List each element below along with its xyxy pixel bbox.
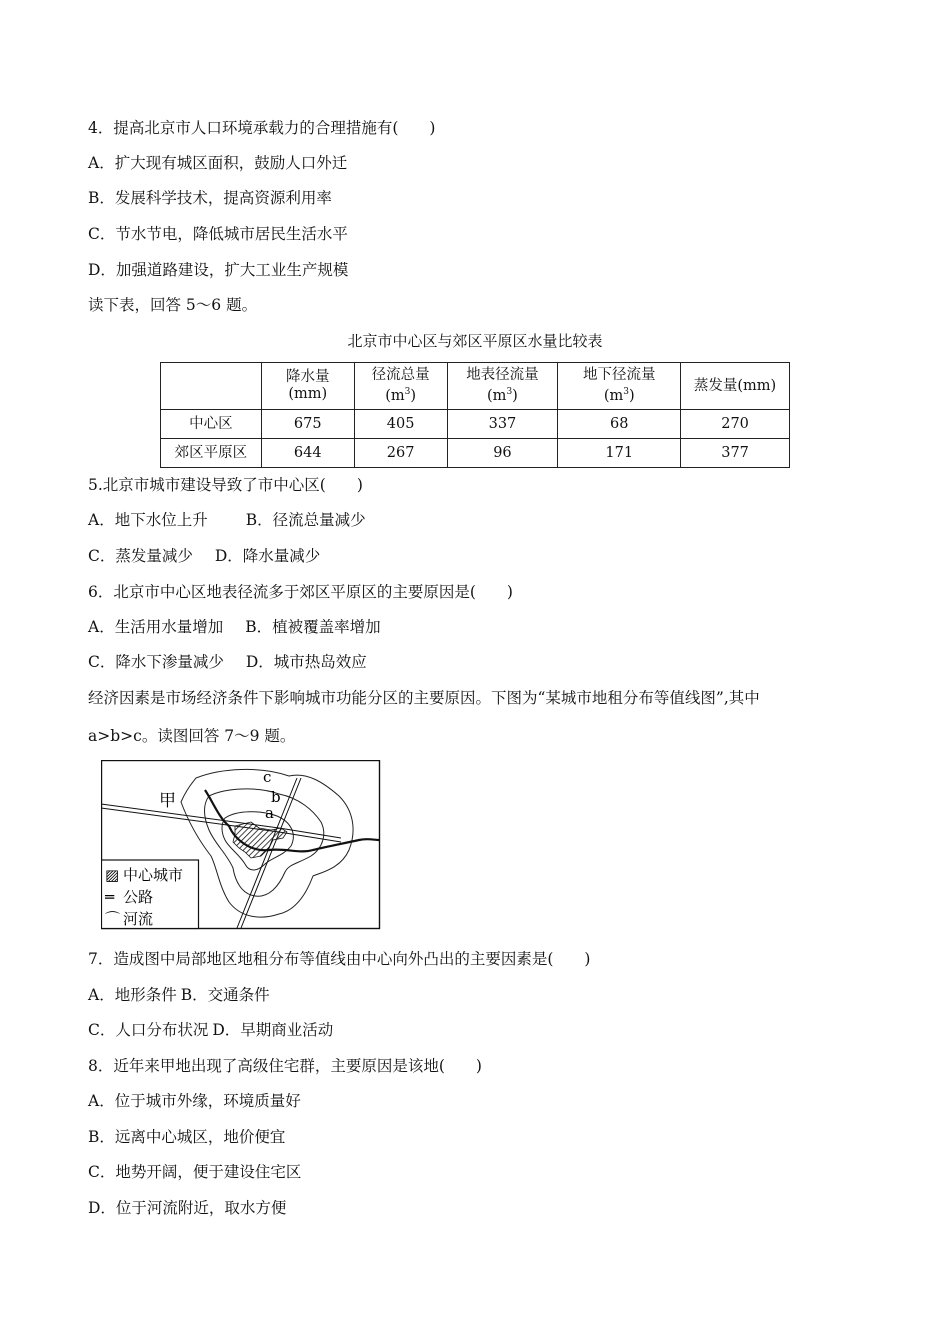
header-surface-runoff: 地表径流量 $(m^3)$ bbox=[447, 363, 558, 410]
q7-option-b: B．交通条件 bbox=[180, 986, 270, 1004]
q8-option-c: C．地势开阔，便于建设住宅区 bbox=[88, 1163, 302, 1181]
q8-option-d: D．位于河流附近，取水方便 bbox=[88, 1199, 287, 1217]
q4-option-c: C．节水节电，降低城市居民生活水平 bbox=[88, 225, 348, 243]
legend-city: 中心城市 bbox=[123, 866, 184, 884]
place-label-jia: 甲 bbox=[159, 791, 176, 811]
q6-option-d: D．城市热岛效应 bbox=[245, 653, 367, 671]
table-cell: 270 bbox=[681, 410, 790, 439]
table-cell: 171 bbox=[558, 439, 681, 468]
legend-symbol-road: ═ bbox=[105, 888, 115, 906]
header-underground-runoff: 地下径流量 $(m^3)$ bbox=[558, 363, 681, 410]
legend-symbol-city: ▨ bbox=[105, 866, 120, 884]
table-row bbox=[161, 410, 790, 439]
q8-option-a: A．位于城市外缘，环境质量好 bbox=[88, 1092, 301, 1110]
water-comparison-table bbox=[160, 362, 790, 468]
q6-stem: 6．北京市中心区地表径流多于郊区平原区的主要原因是( ) bbox=[88, 583, 513, 601]
intro-7-9-line2: a>b>c。读图回答 7～9 题。 bbox=[88, 727, 296, 745]
intro-7-9-line1: 经济因素是市场经济条件下影响城市功能分区的主要原因。下图为“某城市地租分布等值线图”,其中 bbox=[88, 689, 760, 707]
q7-option-d: D．早期商业活动 bbox=[212, 1021, 334, 1039]
q5-options-row2 bbox=[88, 546, 320, 566]
header-total-runoff: 径流总量 $(m^3)$ bbox=[354, 363, 447, 410]
header-precipitation: 降水量 (mm) bbox=[261, 363, 354, 410]
q7-options-row2 bbox=[88, 1020, 333, 1040]
q6-options-row1 bbox=[88, 617, 381, 637]
q6-option-a: A．生活用水量增加 bbox=[88, 618, 224, 636]
table-cell: 68 bbox=[558, 410, 681, 439]
q5-stem: 5.北京市城市建设导致了市中心区( ) bbox=[88, 476, 363, 494]
contour-label-a: a bbox=[265, 804, 274, 822]
q7-option-a: A．地形条件 bbox=[88, 986, 177, 1004]
q4-option-d: D．加强道路建设，扩大工业生产规模 bbox=[88, 261, 349, 279]
q6-option-c: C．降水下渗量减少 bbox=[88, 653, 224, 671]
table-cell: 675 bbox=[261, 410, 354, 439]
q4-stem: 4．提高北京市人口环境承载力的合理措施有( ) bbox=[88, 119, 436, 137]
q4-option-a: A．扩大现有城区面积，鼓励人口外迁 bbox=[88, 154, 348, 172]
table-cell: 96 bbox=[447, 439, 558, 468]
row-label: 郊区平原区 bbox=[161, 439, 262, 468]
q5-option-d: D．降水量减少 bbox=[214, 547, 321, 565]
q5-option-c: C．蒸发量减少 bbox=[88, 547, 193, 565]
contour-label-c: c bbox=[263, 768, 272, 786]
q7-stem: 7．造成图中局部地区地租分布等值线由中心向外凸出的主要因素是( ) bbox=[88, 950, 591, 968]
q4-option-b: B．发展科学技术，提高资源利用率 bbox=[88, 189, 332, 207]
contour-label-b: b bbox=[271, 788, 281, 806]
land-rent-contour-map bbox=[101, 760, 381, 930]
q8-stem: 8．近年来甲地出现了高级住宅群，主要原因是该地( ) bbox=[88, 1057, 482, 1075]
table-cell: 405 bbox=[354, 410, 447, 439]
q5-option-b: B．径流总量减少 bbox=[245, 511, 366, 529]
q6-option-b: B．植被覆盖率增加 bbox=[245, 618, 381, 636]
q6-options-row2 bbox=[88, 652, 367, 672]
q8-option-b: B．远离中心城区，地价便宜 bbox=[88, 1128, 286, 1146]
q5-options-row1 bbox=[88, 510, 366, 530]
legend-river: 河流 bbox=[123, 910, 154, 928]
table-cell: 337 bbox=[447, 410, 558, 439]
legend-road: 公路 bbox=[123, 888, 154, 906]
header-evaporation: 蒸发量(mm) bbox=[681, 363, 790, 410]
q7-option-c: C．人口分布状况 bbox=[88, 1021, 209, 1039]
table-header-row bbox=[161, 363, 790, 410]
intro-5-6: 读下表，回答 5～6 题。 bbox=[88, 296, 258, 314]
table-cell: 644 bbox=[261, 439, 354, 468]
table-row bbox=[161, 439, 790, 468]
table-caption: 北京市中心区与郊区平原区水量比较表 bbox=[347, 332, 603, 350]
q7-options-row1 bbox=[88, 985, 270, 1005]
legend-symbol-river: ⌒ bbox=[105, 910, 121, 928]
table-corner-cell bbox=[161, 363, 262, 410]
table-cell: 377 bbox=[681, 439, 790, 468]
q5-option-a: A．地下水位上升 bbox=[88, 511, 208, 529]
table-cell: 267 bbox=[354, 439, 447, 468]
row-label: 中心区 bbox=[161, 410, 262, 439]
